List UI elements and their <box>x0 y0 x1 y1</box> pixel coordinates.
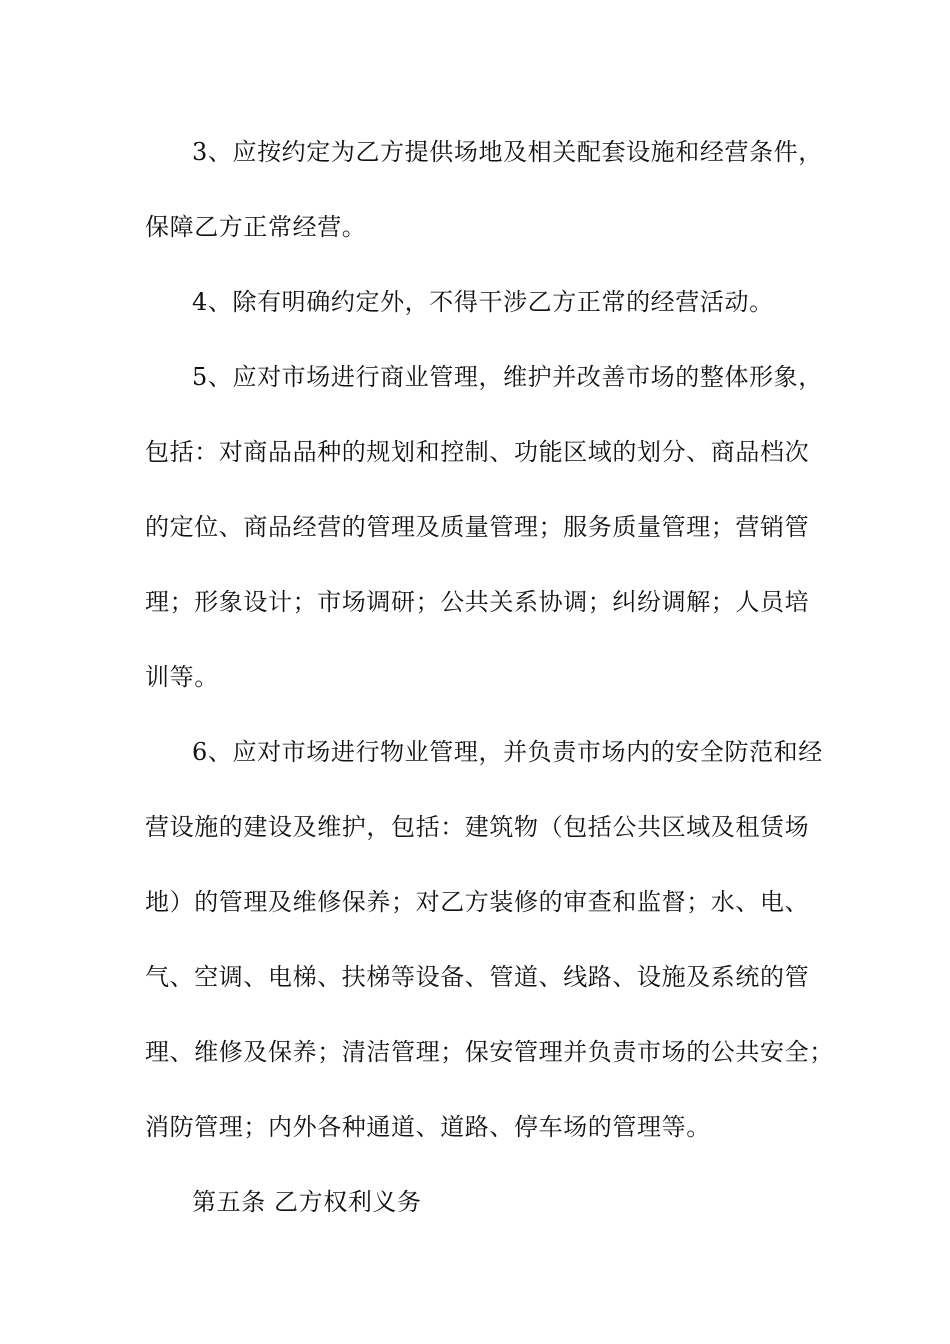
clause-5-line-2: 包括：对商品品种的规划和控制、功能区域的划分、商品档次 <box>145 438 810 466</box>
clause-5-line-4: 理；形象设计；市场调研；公共关系协调；纠纷调解；人员培 <box>145 588 810 616</box>
clause-6-line-4: 气、空调、电梯、扶梯等设备、管道、线路、设施及系统的管 <box>145 963 810 991</box>
clause-3-line-1: 3、应按约定为乙方提供场地及相关配套设施和经营条件， <box>192 138 823 166</box>
clause-6-line-2: 营设施的建设及维护，包括：建筑物（包括公共区域及租赁场 <box>145 813 810 841</box>
clause-6-line-5: 理、维修及保养；清洁管理；保安管理并负责市场的公共安全； <box>145 1038 834 1066</box>
clause-4-line-1: 4、除有明确约定外，不得干涉乙方正常的经营活动。 <box>192 288 774 316</box>
clause-6-line-6: 消防管理；内外各种通道、道路、停车场的管理等。 <box>145 1113 711 1141</box>
clause-5-line-3: 的定位、商品经营的管理及质量管理；服务质量管理；营销管 <box>145 513 810 541</box>
clause-3-line-2: 保障乙方正常经营。 <box>145 213 367 241</box>
article-5-heading: 第五条 乙方权利义务 <box>192 1188 422 1216</box>
clause-5-line-5: 训等。 <box>145 663 219 691</box>
clause-6-line-3: 地）的管理及维修保养；对乙方装修的审查和监督；水、电、 <box>145 888 810 916</box>
clause-5-line-1: 5、应对市场进行商业管理，维护并改善市场的整体形象， <box>192 363 823 391</box>
clause-6-line-1: 6、应对市场进行物业管理，并负责市场内的安全防范和经 <box>192 738 823 766</box>
